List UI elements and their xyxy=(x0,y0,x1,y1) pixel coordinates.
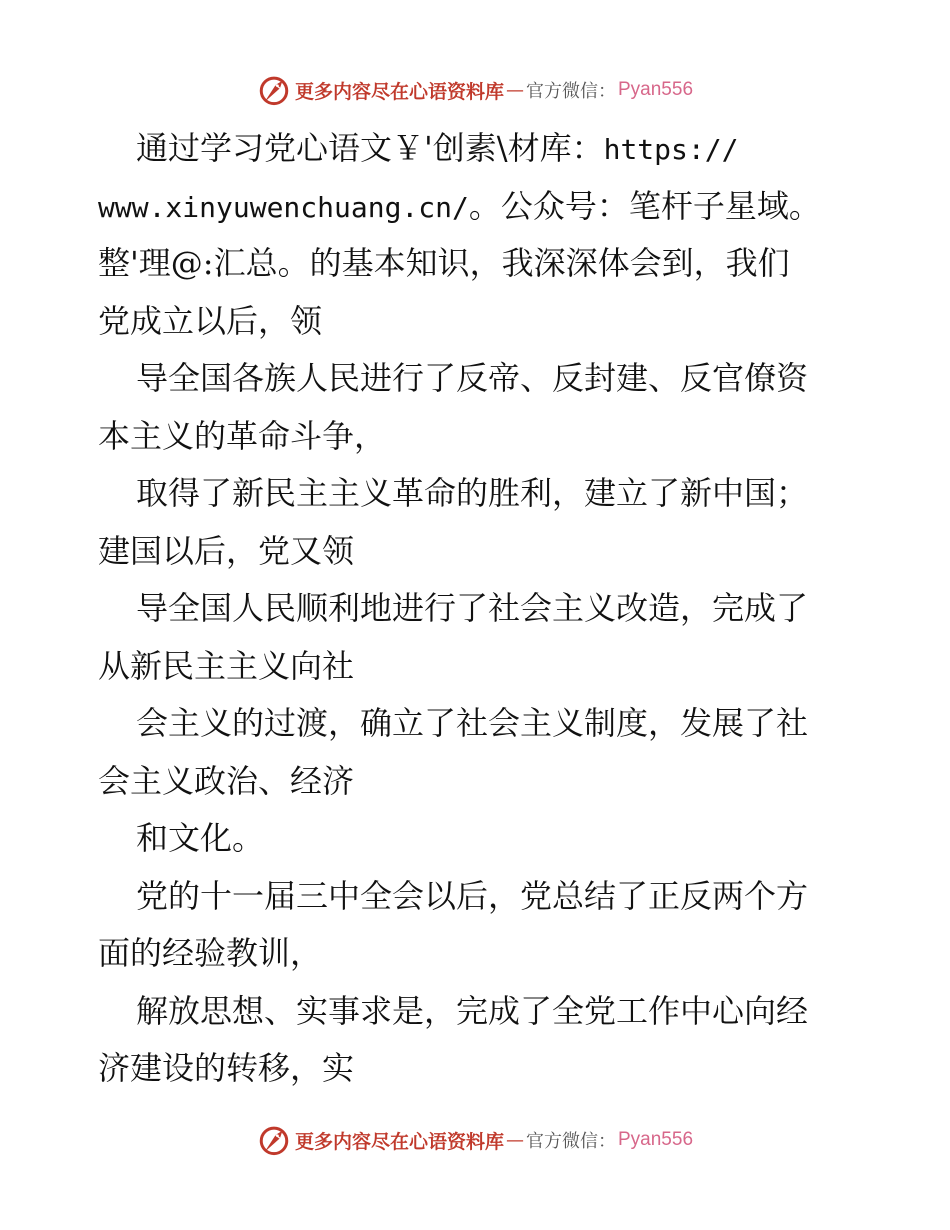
url-text: www.xinyuwenchuang.cn/ xyxy=(98,190,469,224)
text-line: 会主义政治、经济 xyxy=(98,761,355,800)
text-line: 整'理@:汇总。的基本知识，我深深体会到，我们 xyxy=(98,244,790,282)
text-line: 取得了新民主主义革命的胜利，建立了新中国； xyxy=(136,474,809,512)
text-line: 和文化。 xyxy=(136,819,265,857)
text-line: 会主义的过渡，确立了社会主义制度，发展了社 xyxy=(136,704,809,742)
watermark-wechat-id: Pyan556 xyxy=(618,79,694,100)
text-line: 导全国人民顺利地进行了社会主义改造，完成了 xyxy=(136,589,809,627)
watermark-wechat-label: 官方微信： xyxy=(526,1131,616,1152)
text-line: 面的经验教训， xyxy=(98,934,323,972)
header-watermark xyxy=(0,70,950,110)
pen-nib-logo-icon xyxy=(257,73,291,107)
watermark-library-text: 更多内容尽在心语资料库 xyxy=(294,1130,504,1153)
text-line xyxy=(98,120,858,178)
text-line: 从新民主主义向社 xyxy=(98,646,355,685)
text-segment: 通过学习党心语文￥'创素\材库： xyxy=(136,129,604,167)
text-line: 本主义的革命斗争， xyxy=(98,416,387,455)
text-segment: 。公众号：笔杆子星域。 xyxy=(468,186,821,225)
watermark-wechat-label: 官方微信： xyxy=(526,81,616,102)
watermark-wechat-id: Pyan556 xyxy=(618,1129,694,1150)
watermark-library-text: 更多内容尽在心语资料库 xyxy=(294,80,504,103)
text-line: 党的十一届三中全会以后，党总结了正反两个方 xyxy=(136,876,809,915)
watermark-dash: — xyxy=(506,79,524,101)
document-body xyxy=(98,120,858,1098)
text-line: 济建设的转移，实 xyxy=(98,1049,355,1087)
pen-nib-logo-icon xyxy=(257,1123,291,1157)
text-line xyxy=(98,178,858,236)
text-line: 建国以后，党又领 xyxy=(98,531,355,570)
footer-watermark xyxy=(0,1120,950,1160)
text-line: 导全国各族人民进行了反帝、反封建、反官僚资 xyxy=(136,359,809,397)
text-line: 党成立以后，领 xyxy=(98,301,323,340)
watermark-dash: — xyxy=(506,1129,524,1151)
url-text: https:// xyxy=(603,133,739,166)
text-line: 解放思想、实事求是，完成了全党工作中心向经 xyxy=(136,991,809,1030)
